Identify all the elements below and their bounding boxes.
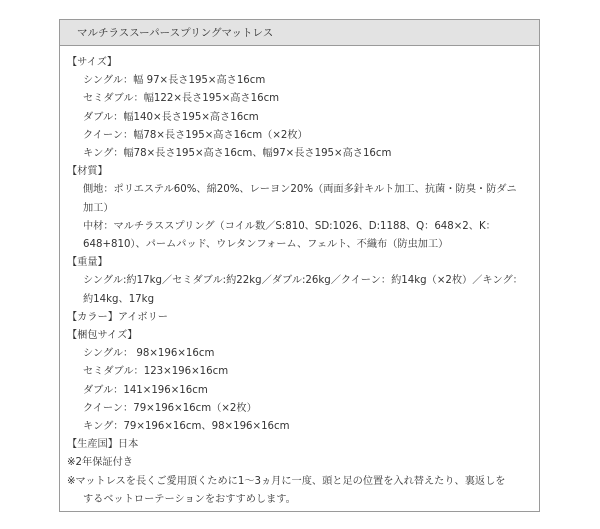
spec-line: ダブル：幅140×長さ195×高さ16cm xyxy=(83,111,259,123)
spec-line: 中材：マルチラススプリング（コイル数／S:810、SD:1026、D:1188、Q：648×2、K： xyxy=(83,220,496,232)
spec-line: 加工） xyxy=(83,202,114,214)
spec-line: するベットローテーションをおすすめします。 xyxy=(83,493,296,505)
spec-line: シングル： 98×196×16cm xyxy=(83,348,215,360)
spec-table xyxy=(59,19,540,512)
spec-line: ※マットレスを長くご愛用頂くために1〜3ヵ月に一度、頭と足の位置を入れ替えたり、裏返しを xyxy=(67,475,506,487)
spec-line: キング：幅78×長さ195×高さ16cm、幅97×長さ195×高さ16cm xyxy=(83,148,392,160)
spec-line: 【サイズ】 xyxy=(67,57,118,68)
spec-line: セミダブル：123×196×16cm xyxy=(83,366,229,378)
spec-line: セミダブル：幅122×長さ195×高さ16cm xyxy=(83,93,280,105)
spec-line: クイーン：79×196×16cm（×2枚） xyxy=(83,402,257,414)
spec-line: クイーン：幅78×長さ195×高さ16cm（×2枚） xyxy=(83,129,308,141)
spec-line: シングル:約17kg／セミダブル:約22kg／ダブル:26kg／クイーン：約14kg（×2枚）／キング： xyxy=(83,275,523,287)
spec-line: 【梱包サイズ】 xyxy=(67,330,138,342)
spec-line: ※2年保証付き xyxy=(67,457,133,469)
spec-line: 648+810）、パームパッド、ウレタンフォーム、フェルト、不織布（防虫加工） xyxy=(83,239,449,251)
spec-line: ダブル：141×196×16cm xyxy=(83,384,208,396)
spec-line: 側地：ポリエステル60%、綿20%、レーヨン20%（両面多針キルト加工、抗菌・防臭・防ダニ xyxy=(83,184,517,196)
spec-line: 【生産国】日本 xyxy=(67,439,139,451)
spec-body xyxy=(60,46,539,509)
spec-line: 【重量】 xyxy=(67,257,108,269)
spec-line: 【材質】 xyxy=(67,166,108,178)
spec-line: 【カラー】アイボリー xyxy=(67,311,168,323)
spec-line: シングル：幅 97×長さ195×高さ16cm xyxy=(83,75,266,87)
spec-line: キング：79×196×16cm、98×196×16cm xyxy=(83,421,290,433)
spec-title: マルチラススーパースプリングマットレス xyxy=(60,20,539,46)
spec-line: 約14kg、17kg xyxy=(83,293,155,305)
